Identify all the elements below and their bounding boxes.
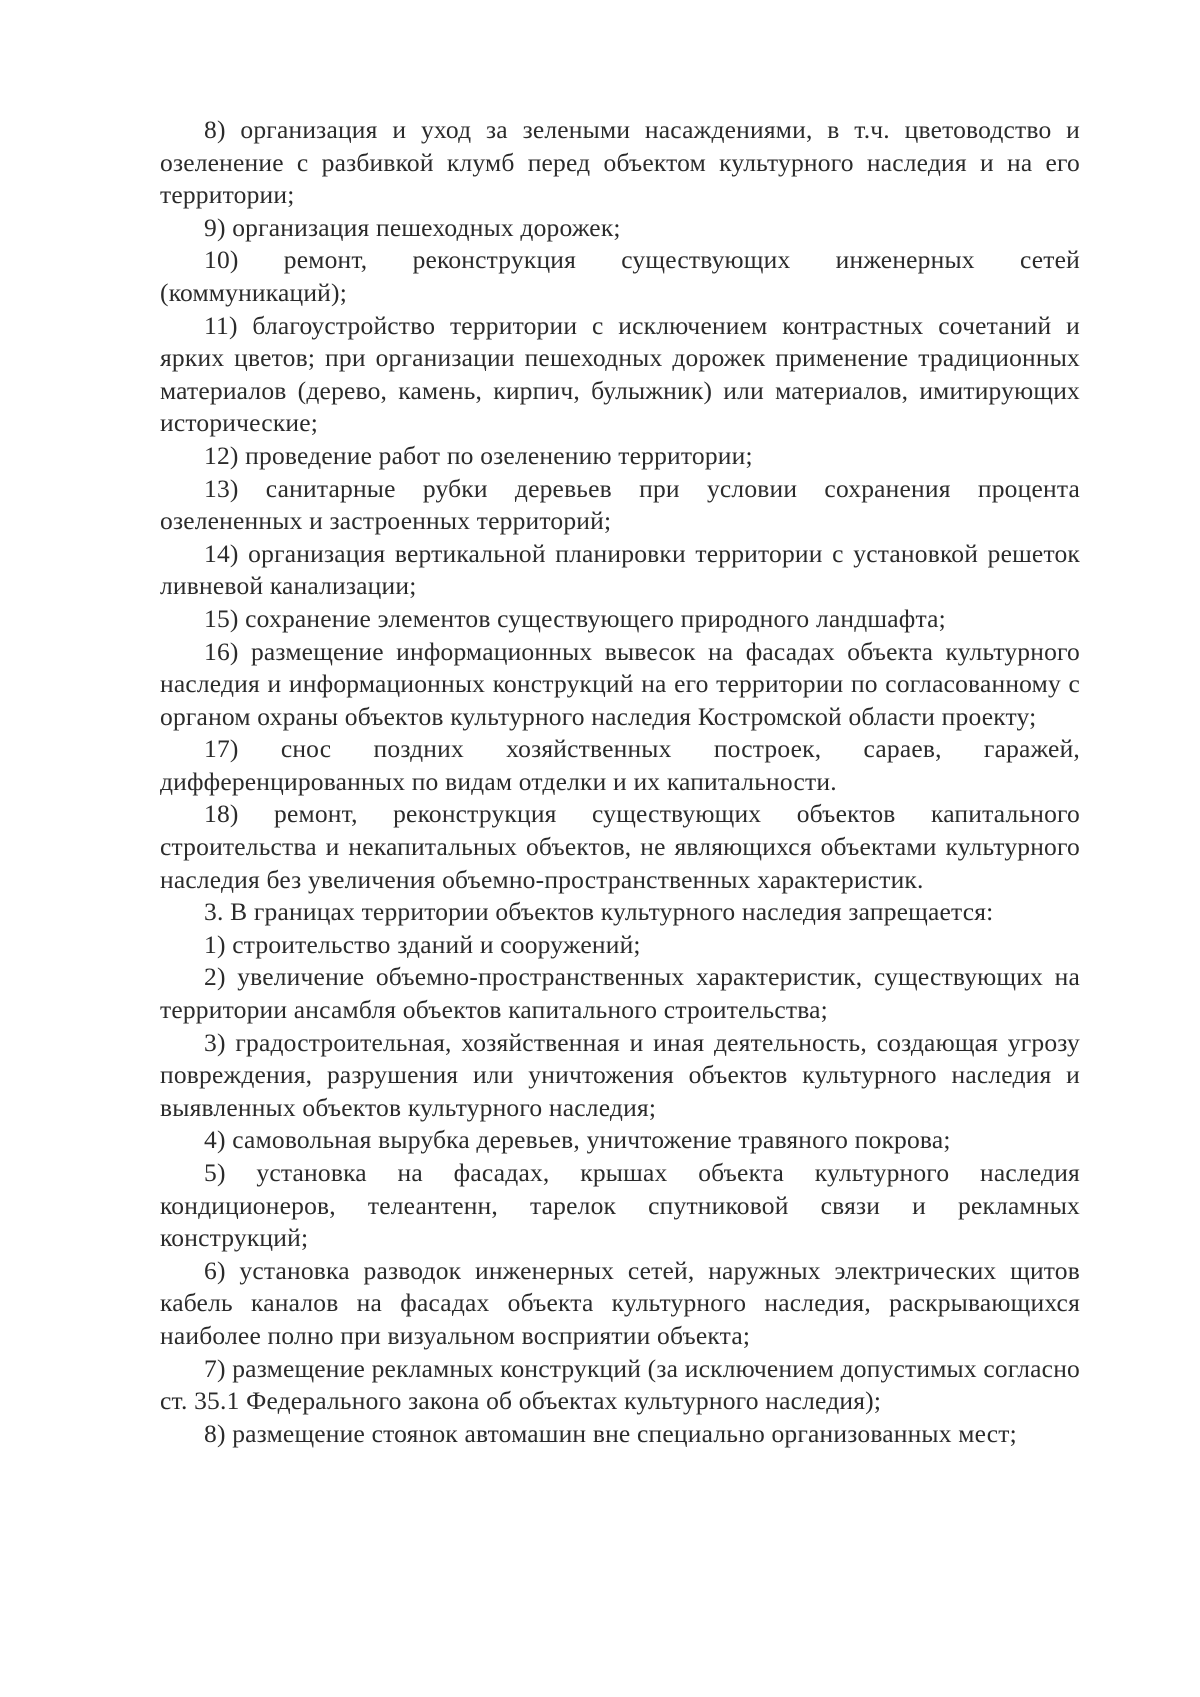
list-item-10-networks: 10) ремонт, реконструкция существующих инженерных сетей (коммуникаций); <box>160 245 1080 307</box>
list-item-9-paths: 9) организация пешеходных дорожек; <box>204 212 621 242</box>
list-item-16-signage: 16) размещение информационных вывесок на фасадах объекта культурного наследия и информационных конструкций на его территории по согласованному с органом охраны объектов культурного наследия Костромской области проекту; <box>160 636 1080 731</box>
document-page <box>160 114 1080 1450</box>
list-item-8-greenery: 8) организация и уход за зелеными насаждениями, в т.ч. цветоводство и озеленение с разбивкой клумб перед объектом культурного наследия и на его территории; <box>160 115 1080 210</box>
list-item-15-landscape: 15) сохранение элементов существующего природного ландшафта; <box>204 603 946 633</box>
prohibited-item-2: 2) увеличение объемно-пространственных характеристик, существующих на территории ансамбля объектов капитального строительства; <box>160 962 1080 1025</box>
prohibited-item-6: 6) установка разводок инженерных сетей, наружных электрических щитов кабель каналов на фасадах объекта культурного наследия, раскрывающихся наиболее полно при визуальном восприятии объекта; <box>160 1255 1080 1350</box>
list-item-18-repair: 18) ремонт, реконструкция существующих объектов капитального строительства и некапитальных объектов, не являющихся объектами культурного наследия без увеличения объемно-пространственных характеристик. <box>160 799 1080 894</box>
list-item-12-planting: 12) проведение работ по озеленению территории; <box>204 440 753 470</box>
list-item-13-sanitary-felling: 13) санитарные рубки деревьев при условии сохранения процента озелененных и застроенных территорий; <box>160 473 1080 536</box>
list-item-17-demolition: 17) снос поздних хозяйственных построек, сараев, гаражей, дифференцированных по видам отделки и их капитальности. <box>160 734 1080 796</box>
prohibited-item-5: 5) установка на фасадах, крышах объекта культурного наследия кондиционеров, телеантенн, тарелок спутниковой связи и рекламных конструкций; <box>160 1158 1080 1253</box>
prohibited-item-7: 7) размещение рекламных конструкций (за исключением допустимых согласно ст. 35.1 Федерального закона об объектах культурного наследия); <box>160 1353 1080 1416</box>
section-3-heading: 3. В границах территории объектов культурного наследия запрещается: <box>204 897 994 927</box>
prohibited-item-8: 8) размещение стоянок автомашин вне специально организованных мест; <box>204 1418 1017 1448</box>
prohibited-item-3: 3) градостроительная, хозяйственная и иная деятельность, создающая угрозу повреждения, разрушения или уничтожения объектов культурного наследия и выявленных объектов культурного наследия; <box>160 1027 1080 1122</box>
list-item-14-vertical-planning: 14) организация вертикальной планировки территории с установкой решеток ливневой канализации; <box>160 538 1080 601</box>
prohibited-item-1: 1) строительство зданий и сооружений; <box>204 929 641 959</box>
list-item-11-landscaping: 11) благоустройство территории с исключением контрастных сочетаний и ярких цветов; при организации пешеходных дорожек применение традиционных материалов (дерево, камень, кирпич, булыжник) или материалов, имитирующих исторические; <box>160 310 1080 438</box>
prohibited-item-4: 4) самовольная вырубка деревьев, уничтожение травяного покрова; <box>204 1125 951 1155</box>
